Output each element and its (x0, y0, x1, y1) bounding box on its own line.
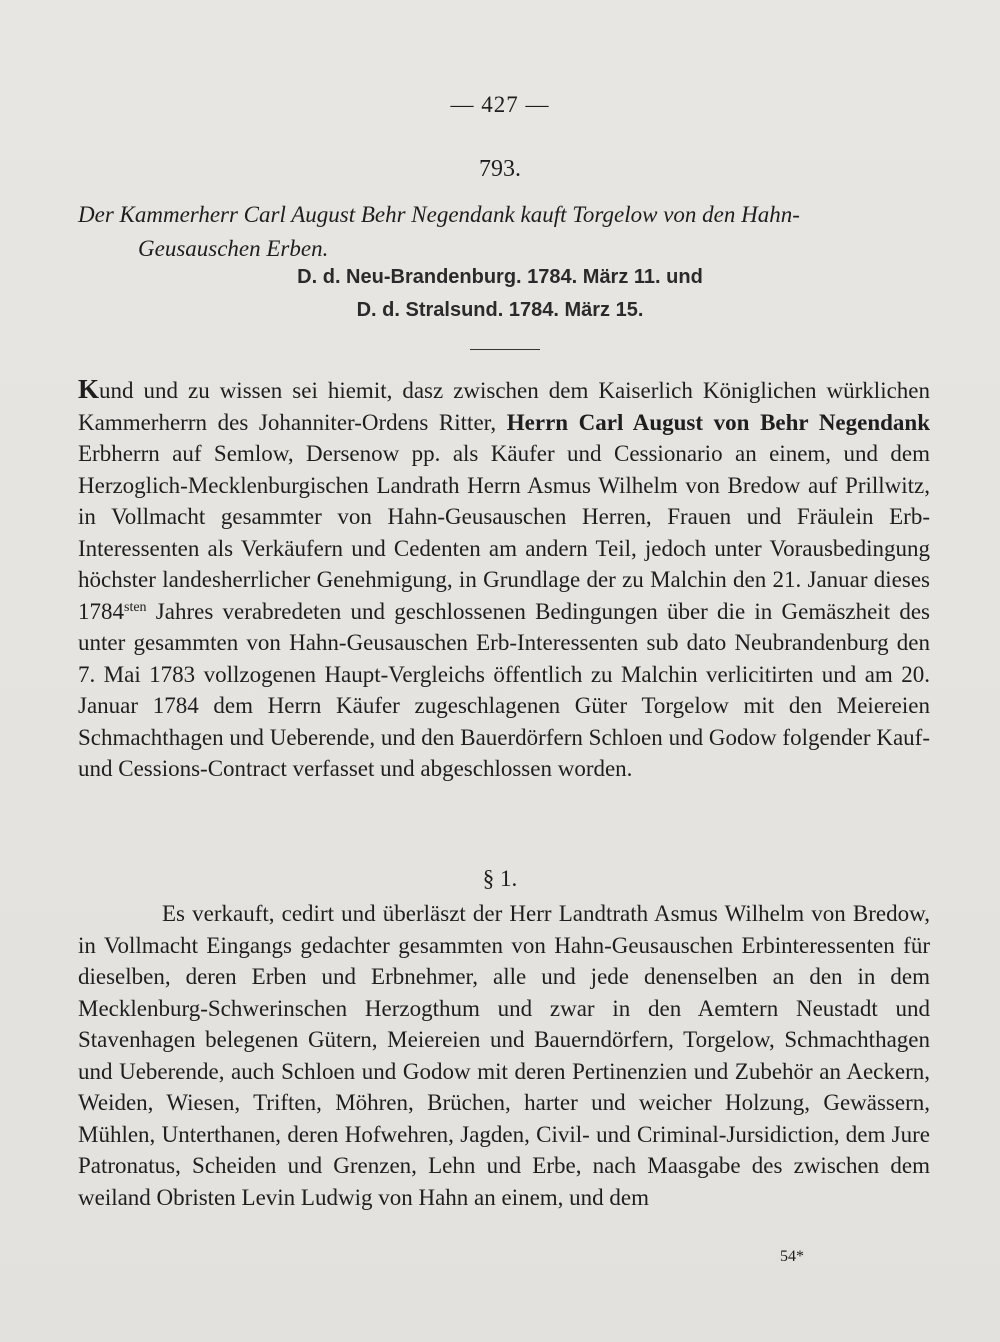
paragraph-1-text-b: Erbherrn auf Semlow, Dersenow pp. als Käufer und Cessionario an einem, und dem Herzoglich-Mecklenburgischen Landrath Herrn Asmus Wilhelm von Bredow auf Prillwitz, in Vollmacht gesammter von Hahn-Geusauschen Herren, Frauen und Fräulein Erb-Interessenten als Verkäufern und Cedenten am andern Teil, jedoch unter Vorausbedingung höchster landesherrlicher Genehmigung, in Grundlage der zu Malchin den 21. Januar dieses 1784 (78, 441, 930, 624)
ordinal-superscript: sten (124, 599, 147, 615)
document-title (78, 198, 938, 266)
title-line-2: Geusauschen Erben. (138, 236, 329, 261)
date-line-2: D. d. Stralsund. 1784. März 15. (356, 299, 644, 321)
paragraph-1 (78, 374, 930, 785)
buyer-name: Herrn Carl August von Behr Negendank (506, 409, 931, 435)
section-heading: § 1. (482, 866, 518, 891)
paragraph-2: Es verkauft, cedirt und überläszt der Herr Landtrath Asmus Wilhelm von Bredow, in Vollmacht Eingangs gedachter gesammten von Hahn-Geusauschen Erbinteressenten für dieselben, deren Erben und Erbnehmer, alle und jede denenselben an den in dem Mecklenburg-Schwerinschen Herzogthum und zwar in den Aemtern Neustadt und Stavenhagen belegenen Gütern, Meiereien und Bauerndörfern, Torgelow, Schmachthagen und Ueberende, auch Schloen und Godow mit deren Pertinenzien und Zubehör an Aeckern, Weiden, Wiesen, Triften, Möhren, Brüchen, harter und weicher Holzung, Gewässern, Mühlen, Unterthanen, deren Hofwehren, Jagden, Civil- und Criminal-Jursidiction, dem Jure Patronatus, Scheiden und Grenzen, Lehn und Erbe, nach Maasgabe des zwischen dem weiland Obristen Levin Ludwig von Hahn an einem, und dem (78, 901, 930, 1210)
paragraph-1-text-a: und und zu wissen sei hiemit, dasz zwischen dem Kaiserlich Königlichen würklichen Kammerherrn des Johanniter-Ordens Ritter, (78, 378, 930, 435)
page-number: — 427 — (450, 92, 550, 117)
signature-mark: 54* (780, 1248, 804, 1265)
date-line-1: D. d. Neu-Brandenburg. 1784. März 11. und (297, 266, 703, 288)
separator-rule (470, 349, 540, 350)
paragraph-1-text-c: Jahres verabredeten und geschlossenen Bedingungen über die in Gemäszheit des unter gesammten von Hahn-Geusauschen Erb-Interessenten sub dato Neubrandenburg den 7. Mai 1783 vollzogenen Haupt-Vergleichs öffentlich zu Malchin verlicitirten und am 20. Januar 1784 dem Herrn Käufer zugeschlagenen Güter Torgelow mit den Meiereien Schmachthagen und Ueberende, und den Bauerdörfern Schloen und Godow folgender Kauf- und Cessions-Contract verfasset und abgeschlossen worden. (78, 598, 930, 781)
title-line-1: Der Kammerherr Carl August Behr Negendank kauft Torgelow von den Hahn- (78, 202, 800, 227)
paragraph-initial: K (78, 374, 100, 404)
document-number: 793. (479, 156, 521, 182)
